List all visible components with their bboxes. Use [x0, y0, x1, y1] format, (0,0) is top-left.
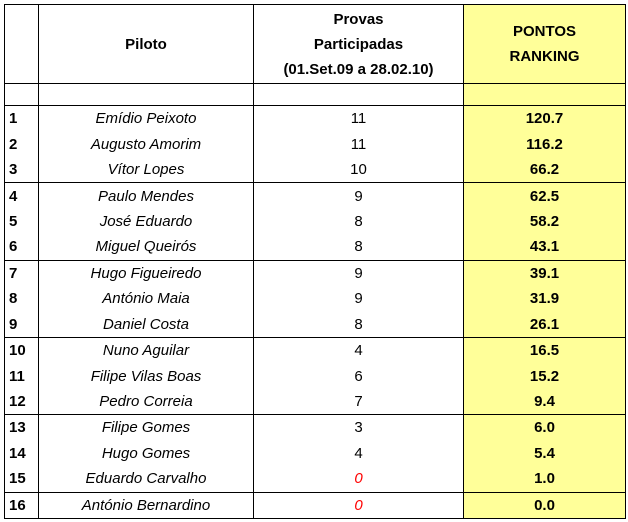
provas-cell: 0 — [254, 466, 464, 492]
table-row — [5, 415, 626, 441]
rank-cell: 8 — [5, 286, 39, 311]
rank-cell: 9 — [5, 312, 39, 338]
rank-cell: 16 — [5, 492, 39, 518]
provas-cell: 8 — [254, 234, 464, 260]
rank-cell: 7 — [5, 260, 39, 286]
rank-cell: 2 — [5, 131, 39, 156]
provas-cell: 11 — [254, 131, 464, 156]
table-row — [5, 441, 626, 466]
pontos-cell: 116.2 — [464, 131, 626, 156]
pilot-name-cell: Augusto Amorim — [39, 131, 254, 156]
pilot-name-cell: Paulo Mendes — [39, 183, 254, 209]
pilot-name-cell: Vítor Lopes — [39, 157, 254, 183]
table-row — [5, 363, 626, 388]
pilot-name-cell: António Maia — [39, 286, 254, 311]
pilot-name-cell: Nuno Aguilar — [39, 337, 254, 363]
header-rank-cell — [5, 5, 39, 84]
header-pontos-line1: PONTOS — [512, 23, 577, 40]
header-provas-line1: Provas — [333, 10, 384, 28]
ranking-table — [4, 4, 626, 519]
pontos-cell: 120.7 — [464, 106, 626, 132]
table-row — [5, 312, 626, 338]
pilot-name-cell: Filipe Gomes — [39, 415, 254, 441]
table-row — [5, 260, 626, 286]
header-pontos — [464, 5, 626, 84]
pontos-cell: 39.1 — [464, 260, 626, 286]
pilot-name-cell: Eduardo Carvalho — [39, 466, 254, 492]
table-row — [5, 234, 626, 260]
pontos-cell: 16.5 — [464, 337, 626, 363]
pontos-cell: 0.0 — [464, 492, 626, 518]
pontos-cell: 26.1 — [464, 312, 626, 338]
rank-cell: 6 — [5, 234, 39, 260]
rank-cell: 13 — [5, 415, 39, 441]
provas-cell: 3 — [254, 415, 464, 441]
pontos-cell: 31.9 — [464, 286, 626, 311]
rank-cell: 11 — [5, 363, 39, 388]
table-row — [5, 157, 626, 183]
pilot-name-cell: Hugo Gomes — [39, 441, 254, 466]
table-row — [5, 492, 626, 518]
header-provas-line2: Participadas — [313, 35, 404, 53]
rank-cell: 15 — [5, 466, 39, 492]
pilot-name-cell: Miguel Queirós — [39, 234, 254, 260]
provas-cell: 0 — [254, 492, 464, 518]
table-row — [5, 337, 626, 363]
pontos-cell: 6.0 — [464, 415, 626, 441]
pontos-cell: 43.1 — [464, 234, 626, 260]
rank-cell: 10 — [5, 337, 39, 363]
provas-cell: 8 — [254, 312, 464, 338]
pilot-name-cell: Hugo Figueiredo — [39, 260, 254, 286]
pilot-name-cell: Daniel Costa — [39, 312, 254, 338]
provas-cell: 7 — [254, 389, 464, 415]
table-row — [5, 131, 626, 156]
rank-cell: 14 — [5, 441, 39, 466]
pontos-cell: 9.4 — [464, 389, 626, 415]
table-row — [5, 106, 626, 132]
provas-cell: 4 — [254, 441, 464, 466]
header-pontos-line2: RANKING — [509, 48, 580, 65]
rank-cell: 1 — [5, 106, 39, 132]
provas-cell: 9 — [254, 260, 464, 286]
pontos-cell: 1.0 — [464, 466, 626, 492]
provas-cell: 4 — [254, 337, 464, 363]
provas-cell: 6 — [254, 363, 464, 388]
provas-cell: 11 — [254, 106, 464, 132]
rank-cell: 5 — [5, 209, 39, 234]
spacer-row — [5, 84, 626, 106]
provas-cell: 9 — [254, 286, 464, 311]
header-row — [5, 5, 626, 84]
pontos-cell: 15.2 — [464, 363, 626, 388]
provas-cell: 8 — [254, 209, 464, 234]
pilot-name-cell: António Bernardino — [39, 492, 254, 518]
table-row — [5, 389, 626, 415]
pilot-name-cell: José Eduardo — [39, 209, 254, 234]
table-row — [5, 286, 626, 311]
provas-cell: 9 — [254, 183, 464, 209]
rank-cell: 3 — [5, 157, 39, 183]
rank-cell: 12 — [5, 389, 39, 415]
header-provas-line3: (01.Set.09 a 28.02.10) — [283, 60, 434, 78]
pontos-cell: 5.4 — [464, 441, 626, 466]
pilot-name-cell: Pedro Correia — [39, 389, 254, 415]
table-row — [5, 183, 626, 209]
pilot-name-cell: Emídio Peixoto — [39, 106, 254, 132]
pilot-name-cell: Filipe Vilas Boas — [39, 363, 254, 388]
provas-cell: 10 — [254, 157, 464, 183]
pontos-cell: 62.5 — [464, 183, 626, 209]
table-row — [5, 209, 626, 234]
table-row — [5, 466, 626, 492]
header-piloto: Piloto — [39, 5, 254, 84]
rank-cell: 4 — [5, 183, 39, 209]
header-provas — [254, 5, 464, 84]
pontos-cell: 58.2 — [464, 209, 626, 234]
pontos-cell: 66.2 — [464, 157, 626, 183]
